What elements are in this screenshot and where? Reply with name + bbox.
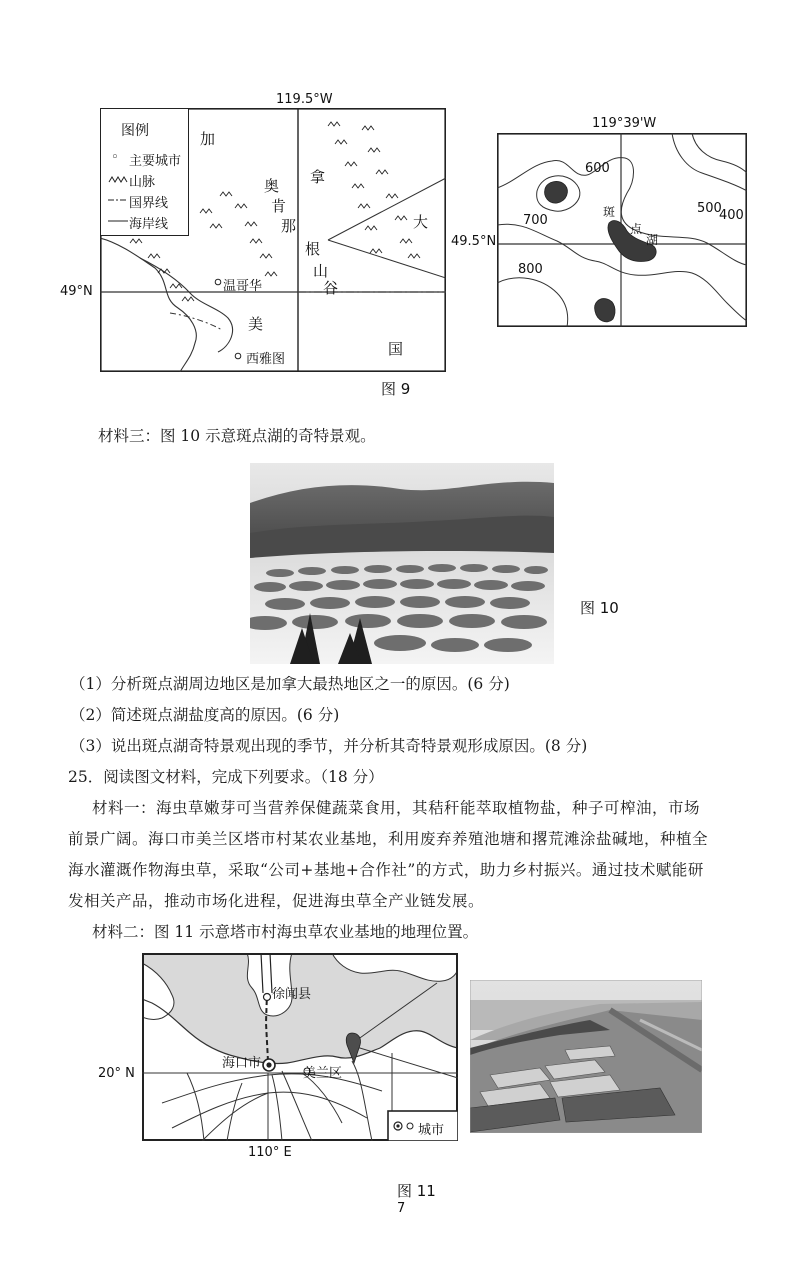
- legend-mountain-icon: [108, 175, 128, 183]
- country-char-ca-2: 拿: [310, 168, 326, 186]
- question-25: 25．阅读图文材料，完成下列要求。（18 分）: [68, 768, 384, 786]
- material-1-line-1: 材料一：海虫草嫩芽可当营养保健蔬菜食用，其秸秆能萃取植物盐，种子可榨油，市场: [92, 799, 701, 817]
- contour-700: 700: [523, 213, 548, 228]
- legend-city-symbol: ◦: [111, 150, 119, 165]
- legend-coast-icon: [108, 219, 128, 223]
- country-char-us-2: 国: [388, 340, 404, 358]
- legend-item-coast: 海岸线: [129, 217, 169, 232]
- lat-49-5-label: 49.5°N: [451, 234, 497, 249]
- legend-title: 图例: [121, 123, 149, 139]
- material-2-text: 材料二：图 11 示意塔市村海虫草农业基地的地理位置。: [92, 923, 479, 941]
- question-1: （1）分析斑点湖周边地区是加拿大最热地区之一的原因。(6 分): [70, 675, 510, 693]
- map-11: [142, 953, 458, 1141]
- spotted-lake-photo: [250, 463, 554, 664]
- fig10-caption: 图 10: [580, 599, 619, 617]
- valley-char-5: 山: [313, 262, 329, 280]
- contour-500: 500: [697, 201, 722, 216]
- material-1-line-2: 前景广阔。海口市美兰区塔市村某农业基地，利用废弃养殖池塘和撂荒滩涂盐碱地，种植全: [68, 830, 709, 848]
- question-3: （3）说出斑点湖奇特景观出现的季节，并分析其奇特景观形成原因。(8 分): [70, 737, 588, 755]
- city-vancouver: 温哥华: [223, 279, 263, 294]
- lake-char-3: 湖: [646, 233, 659, 247]
- city-seattle: 西雅图: [246, 352, 286, 367]
- question-2: （2）简述斑点湖盐度高的原因。(6 分): [70, 706, 340, 724]
- valley-char-2: 肯: [271, 197, 287, 215]
- lat-20n-label: 20° N: [98, 1066, 135, 1081]
- lon-110e-label: 110° E: [248, 1145, 292, 1160]
- lake-char-2: 点: [630, 222, 643, 236]
- inset-longitude-label: 119°39'W: [592, 116, 657, 131]
- map-9-inset: [497, 133, 747, 327]
- material-1-line-3: 海水灌溉作物海虫草，采取“公司+基地+合作社”的方式，助力乡村振兴。通过技术赋能研: [68, 861, 704, 879]
- label-haikou-city: 海口市: [222, 1056, 262, 1071]
- farm-base-photo: [470, 980, 702, 1133]
- valley-char-6: 谷: [323, 279, 339, 297]
- page-number: 7: [397, 1201, 406, 1216]
- valley-char-4: 根: [305, 240, 321, 258]
- valley-char-1: 奥: [264, 177, 280, 195]
- lat-49-label: 49°N: [60, 284, 93, 299]
- legend-item-border: 国界线: [129, 196, 169, 211]
- country-char-ca-1: 加: [200, 130, 216, 148]
- contour-600: 600: [585, 161, 610, 176]
- fig11-caption: 图 11: [397, 1182, 436, 1200]
- legend-item-mountain: 山脉: [129, 175, 156, 190]
- material-1-line-4: 发相关产品，推动市场化进程，促进海虫草全产业链发展。: [68, 892, 485, 910]
- legend-item-city: 主要城市: [129, 154, 182, 169]
- label-xuwen-county: 徐闻县: [272, 987, 312, 1002]
- valley-char-3: 那: [281, 217, 297, 235]
- top-longitude-label: 119.5°W: [276, 92, 333, 107]
- country-char-us-1: 美: [248, 315, 264, 333]
- country-char-ca-3: 大: [413, 213, 429, 231]
- fig9-caption: 图 9: [381, 380, 411, 398]
- contour-800: 800: [518, 262, 543, 277]
- lake-char-1: 斑: [603, 205, 616, 219]
- legend-city-label: 城市: [418, 1123, 445, 1138]
- material-3-text: 材料三：图 10 示意斑点湖的奇特景观。: [98, 427, 376, 445]
- legend-border-icon: [108, 198, 128, 202]
- contour-400: 400: [719, 208, 744, 223]
- label-meilan-district: 美兰区: [303, 1066, 343, 1081]
